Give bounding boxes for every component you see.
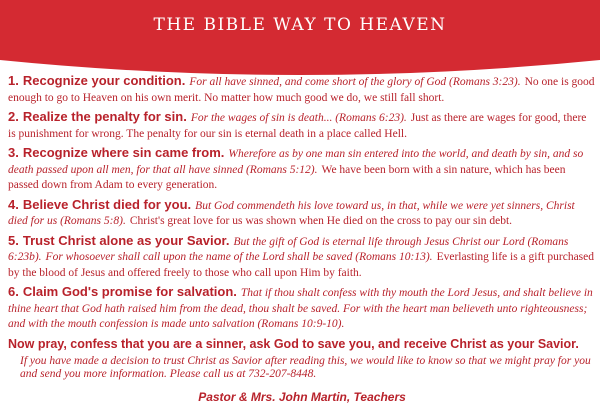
point-4 (8, 198, 596, 229)
point-heading: Recognize your condition. (22, 73, 186, 88)
point-number: 1. (8, 73, 19, 88)
point-comment: No one is good enough to go to Heaven on his own merit. No matter how much good we do, we still fall short. (8, 76, 595, 104)
point-heading: Realize the penalty for sin. (22, 109, 187, 124)
point-verse: Wherefore as by one man sin entered into the world, and death by sin, and so death passed upon all men, for that all have sinned (Romans 5:12). (8, 148, 584, 176)
point-verse: But the gift of God is eternal life through Jesus Christ our Lord (Romans 6:23b). (8, 235, 569, 263)
point-comment: Christ's great love for us was shown when He died on the cross to pay our sin debt. (129, 215, 513, 227)
content-body (8, 74, 596, 408)
point-heading: Trust Christ alone as your Savior. (22, 232, 230, 248)
point-verse-second: For whosoever shall call upon the name of the Lord shall be saved (Romans 10:13). (45, 251, 433, 263)
point-number: 5. (8, 232, 19, 248)
point-verse: For all have sinned, and come short of the glory of God (Romans 3:23). (189, 76, 521, 88)
point-1 (8, 74, 596, 105)
signature: Pastor & Mrs. John Martin, Teachers (198, 389, 406, 404)
point-number: 4. (8, 196, 19, 212)
point-verse: For the wages of sin is death... (Romans 6:23). (190, 112, 407, 124)
point-comment: Just as there are wages for good, there is punishment for wrong. The penalty for our sin is eternal death in a place called Hell. (8, 112, 587, 140)
point-number: 2. (8, 109, 19, 124)
point-verse: But God commendeth his love toward us, in that, while we were yet sinners, Christ died for us (Romans 5:8). (8, 199, 575, 227)
point-number: 6. (8, 284, 19, 299)
page-title: THE BIBLE WAY TO HEAVEN (153, 15, 447, 35)
point-heading: Claim God's promise for salvation. (22, 284, 237, 299)
point-heading: Recognize where sin came from. (22, 145, 225, 160)
point-2 (8, 110, 596, 141)
point-heading: Believe Christ died for you. (22, 196, 192, 212)
point-comment: Everlasting life is a gift purchased by the blood of Jesus and offered freely to those who call upon Him by faith. (8, 251, 594, 279)
point-comment: We have been born with a sin nature, which has been passed down from Adam to every generation. (8, 163, 566, 191)
point-number: 3. (8, 145, 19, 160)
prayer-call: Now pray, confess that you are a sinner, ask God to save you, and receive Christ as your Savior. (8, 336, 579, 351)
closing-note: If you have made a decision to trust Christ as Savior after reading this, we would like to know so that we might pray for you and send you more information. Please call us at 732-207-8448. (20, 354, 591, 380)
point-6 (8, 285, 596, 332)
point-5 (8, 234, 596, 281)
point-verse: That if thou shalt confess with thy mouth the Lord Jesus, and shalt believe in thine heart that God hath raised him from the dead, thou shalt be saved. For with the heart man believeth unto righteousness; and with the mouth confession is made unto salvation (Romans 10:9-10). (8, 287, 593, 330)
point-3 (8, 146, 596, 193)
title-banner (0, 0, 600, 80)
